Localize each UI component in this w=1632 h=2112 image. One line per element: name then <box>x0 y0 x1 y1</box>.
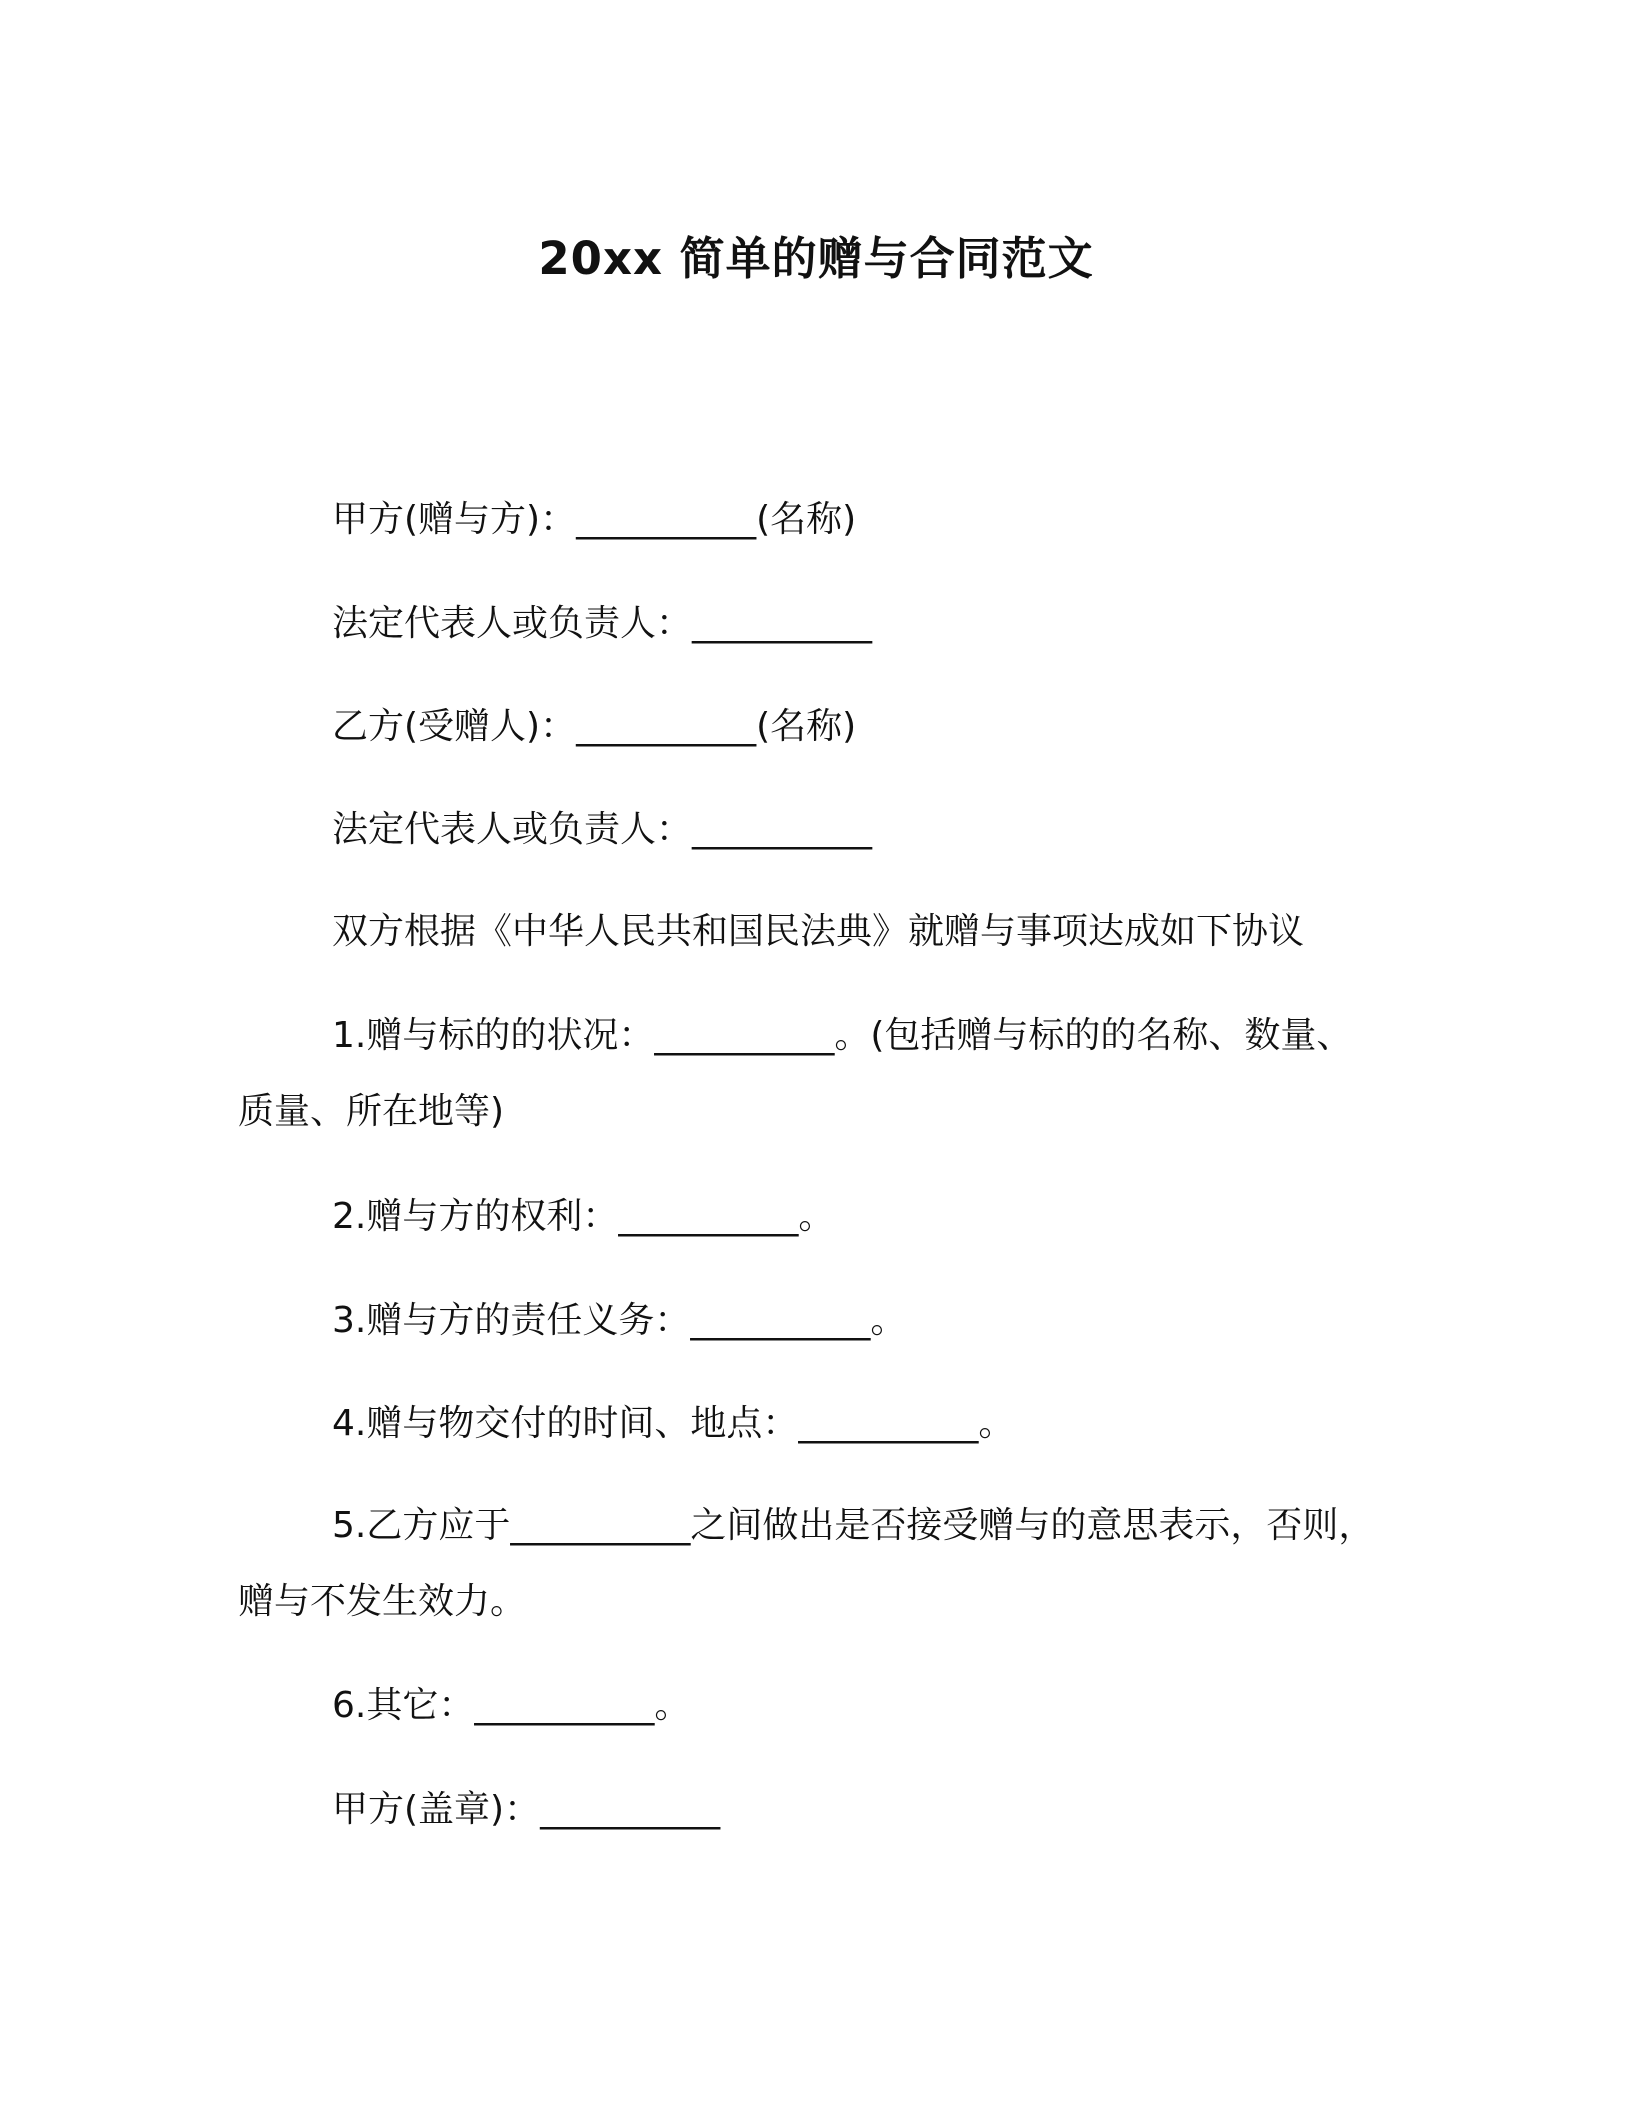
agreement-intro-line: 双方根据《中华人民共和国民法典》就赠与事项达成如下协议 <box>332 911 1305 952</box>
clause-4-line: 4.赠与物交付的时间、地点：__________。 <box>332 1403 1015 1444</box>
clause-3-line: 3.赠与方的责任义务：__________。 <box>332 1300 907 1341</box>
clause-6-line: 6.其它：__________。 <box>332 1685 691 1726</box>
party-b-line: 乙方(受赠人)：__________(名称) <box>332 706 857 747</box>
party-b-representative-line: 法定代表人或负责人：__________ <box>332 809 873 850</box>
clause-5-line: 5.乙方应于__________之间做出是否接受赠与的意思表示，否则， <box>332 1505 1375 1546</box>
clause-1-continuation: 质量、所在地等) <box>238 1091 505 1132</box>
party-a-representative-line: 法定代表人或负责人：__________ <box>332 603 873 644</box>
party-a-seal-line: 甲方(盖章)：__________ <box>332 1789 721 1830</box>
document-title: 20xx 简单的赠与合同范文 <box>538 232 1094 285</box>
clause-1-line: 1.赠与标的的状况：__________。(包括赠与标的的名称、数量、 <box>332 1015 1353 1056</box>
clause-5-continuation: 赠与不发生效力。 <box>238 1581 527 1622</box>
party-a-line: 甲方(赠与方)：__________(名称) <box>332 499 857 540</box>
clause-2-line: 2.赠与方的权利：__________。 <box>332 1196 835 1237</box>
